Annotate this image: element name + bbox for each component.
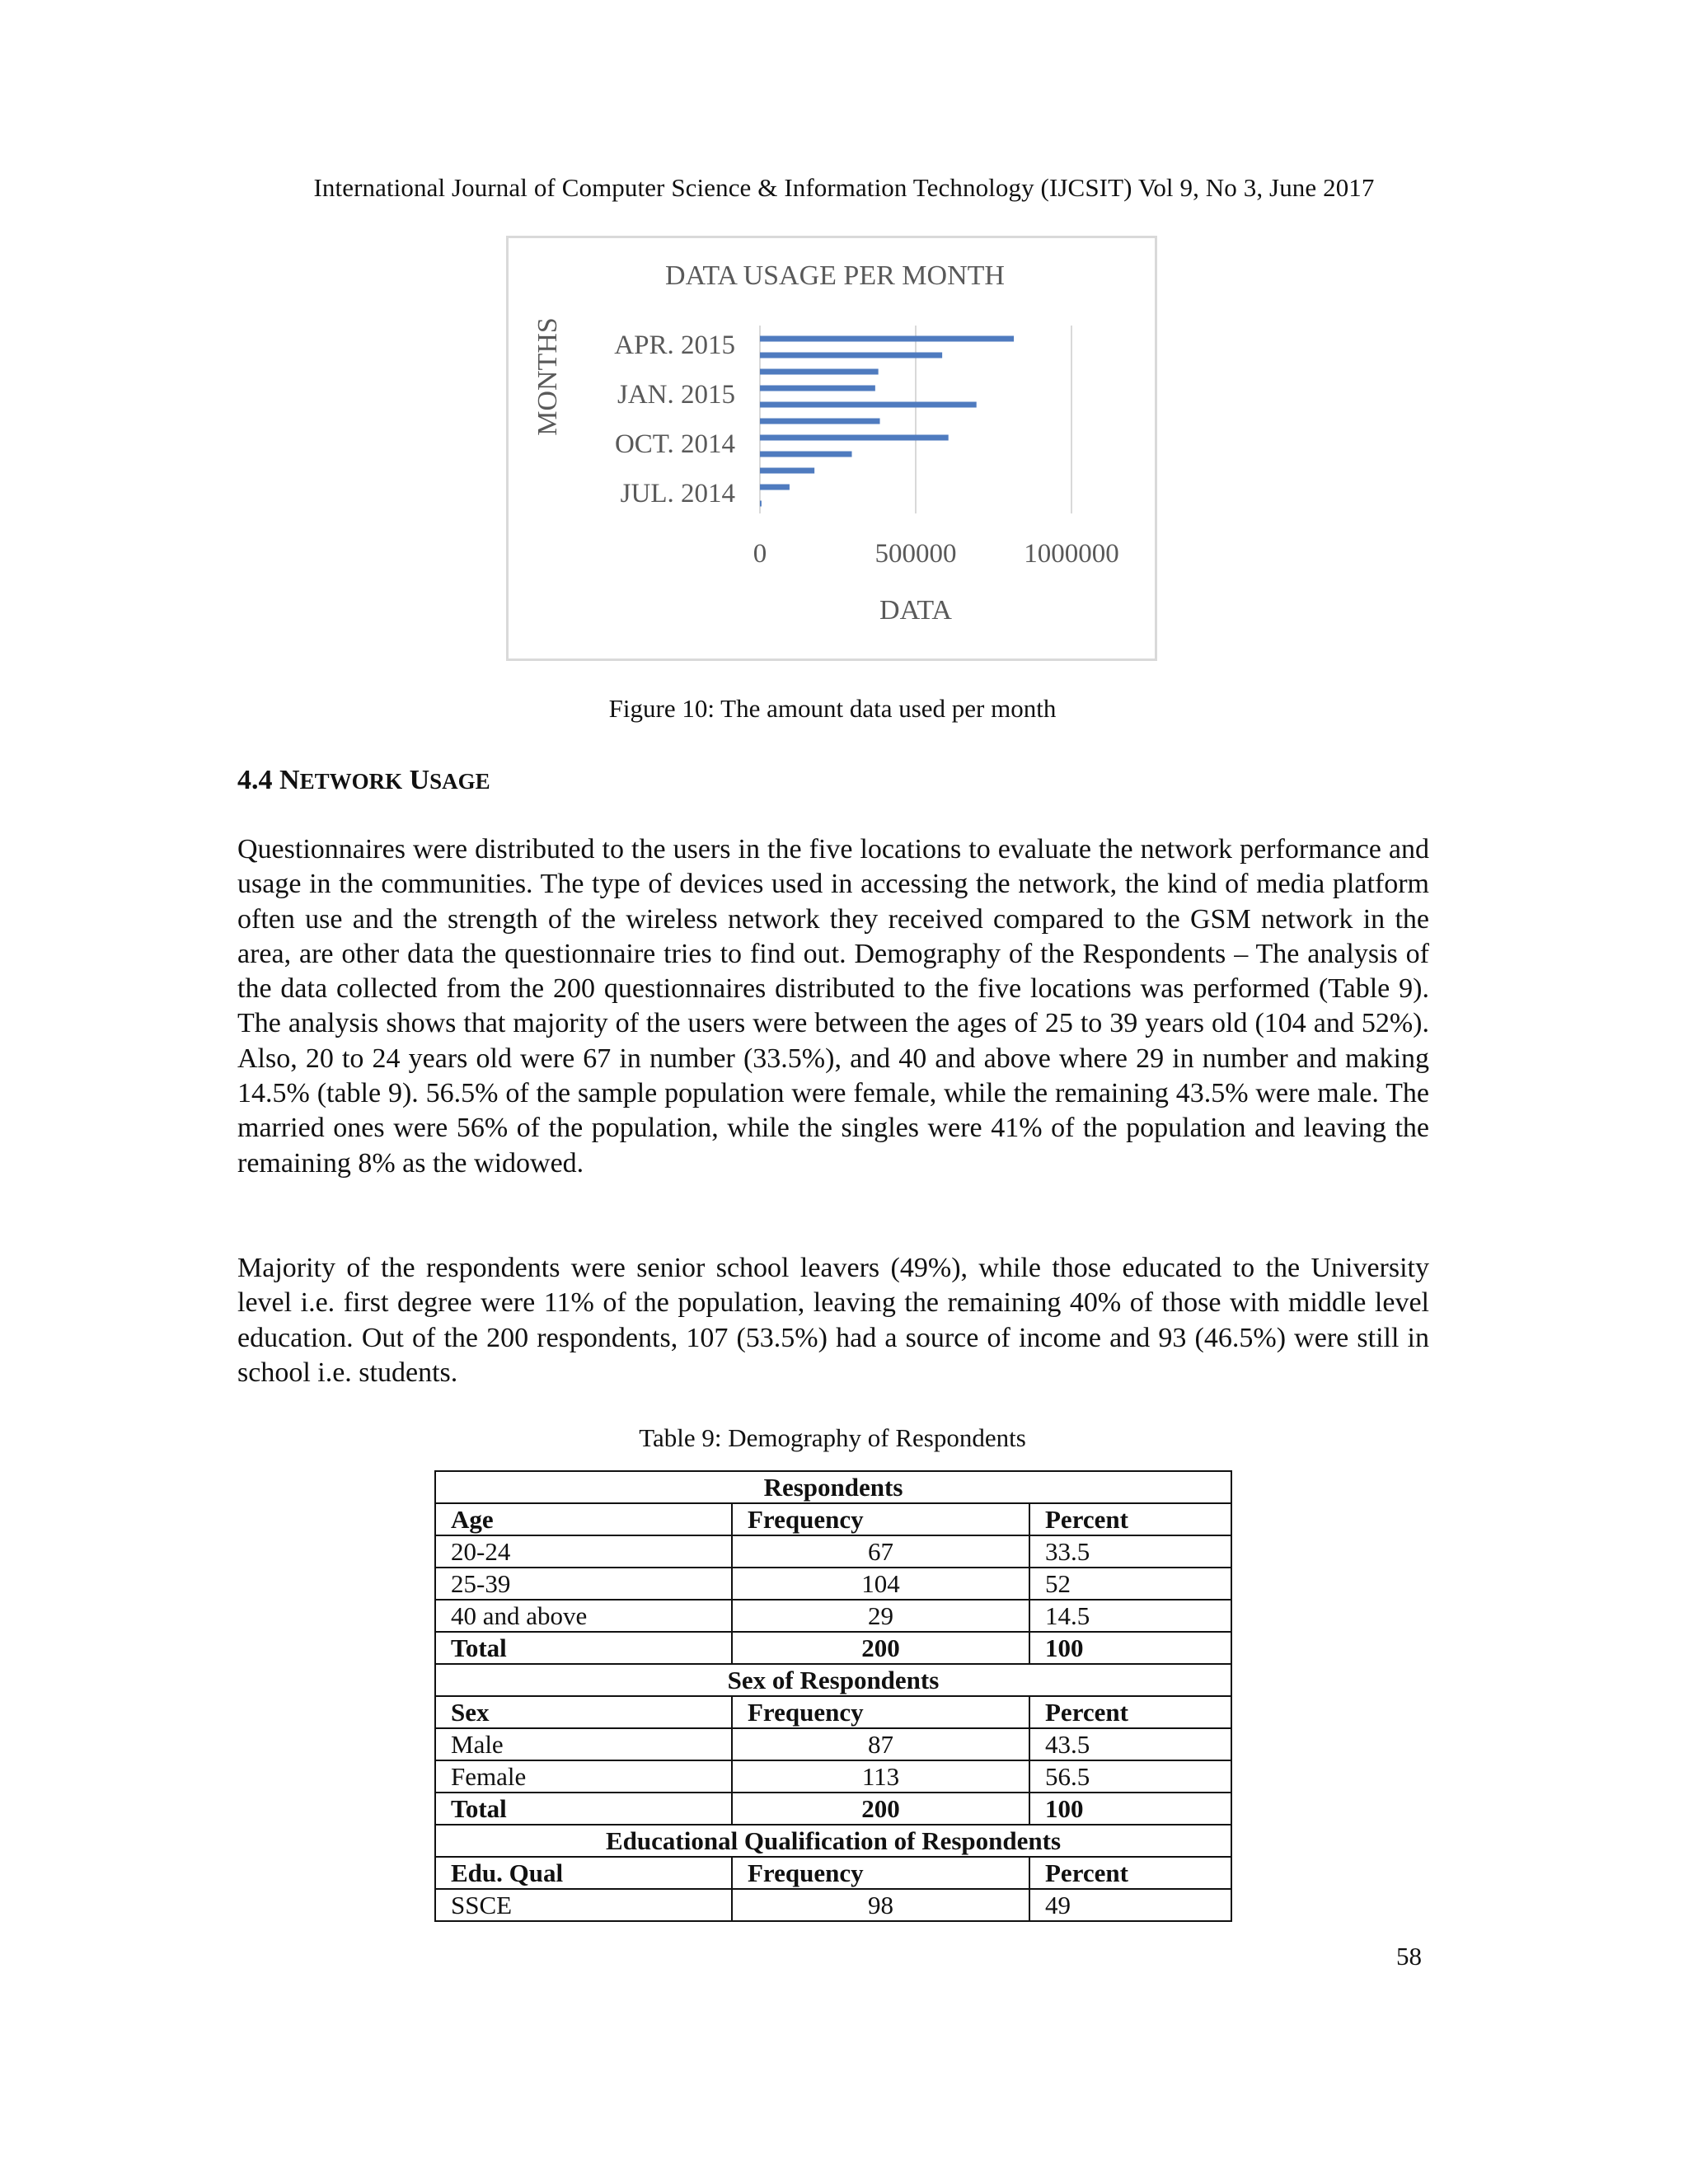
demography-table — [434, 1470, 1232, 1922]
page-number: 58 — [1396, 1942, 1422, 1971]
cell-percent: 100 — [1029, 1793, 1231, 1825]
data-usage-bar-chart — [509, 238, 1155, 658]
table-row — [435, 1760, 1231, 1793]
header-age: Age — [435, 1503, 732, 1535]
table-total-row — [435, 1793, 1231, 1825]
cell-percent: 33.5 — [1029, 1535, 1231, 1568]
chart-y-axis-label: MONTHS — [532, 317, 563, 436]
bar — [760, 402, 977, 408]
table-header-row — [435, 1857, 1231, 1889]
section-title-sex: Sex of Respondents — [435, 1664, 1231, 1696]
running-header: International Journal of Computer Science & Information Technology (IJCSIT) Vol 9, No 3, June 2017 — [313, 173, 1375, 202]
bar — [760, 369, 879, 375]
section-title-education: Educational Qualification of Respondents — [435, 1825, 1231, 1857]
y-tick-label: JUL. 2014 — [620, 479, 735, 509]
header-frequency: Frequency — [732, 1503, 1029, 1535]
table-section-row — [435, 1471, 1231, 1503]
table-row — [435, 1889, 1231, 1921]
bar — [760, 485, 790, 490]
bar — [760, 419, 880, 424]
cell-label: SSCE — [435, 1889, 732, 1921]
header-percent: Percent — [1029, 1857, 1231, 1889]
cell-percent: 52 — [1029, 1568, 1231, 1600]
section-number: 4.4 — [237, 765, 273, 795]
table-row — [435, 1728, 1231, 1760]
cell-label: 20-24 — [435, 1535, 732, 1568]
cell-frequency: 200 — [732, 1632, 1029, 1664]
x-tick-label: 0 — [753, 539, 767, 569]
cell-percent: 49 — [1029, 1889, 1231, 1921]
bar — [760, 468, 814, 474]
cell-label: Total — [435, 1793, 732, 1825]
cell-label: Total — [435, 1632, 732, 1664]
table-header-row — [435, 1503, 1231, 1535]
section-heading — [237, 765, 490, 796]
y-tick-label: APR. 2015 — [614, 330, 735, 360]
cell-label: Female — [435, 1760, 732, 1793]
cell-label: Male — [435, 1728, 732, 1760]
body-paragraph-1: Questionnaires were distributed to the users in the five locations to evaluate the network performance and usage in the communities. The type of devices used in accessing the network, the kind of media platform often use and the strength of the wireless network they received compared to the GSM network in the area, are other data the questionnaire tries to find out. Demography of the Respondents – The analysis of the data collected from the 200 questionnaires distributed to the five locations was performed (Table 9). The analysis shows that majority of the users were between the ages of 25 to 39 years old (104 and 52%). Also, 20 to 24 years old were 67 in number (33.5%), and 40 and above where 29 in number and making 14.5% (table 9). 56.5% of the sample population were female, while the remaining 43.5% were male. The married ones were 56% of the population, while the singles were 41% of the population and leaving the remaining 8% as the widowed. — [237, 834, 1429, 1179]
bar — [760, 435, 949, 441]
cell-frequency: 113 — [732, 1760, 1029, 1793]
header-percent: Percent — [1029, 1696, 1231, 1728]
bar — [760, 353, 942, 359]
y-tick-label: JAN. 2015 — [617, 380, 735, 410]
table-row — [435, 1568, 1231, 1600]
bar — [760, 501, 762, 507]
chart-title: DATA USAGE PER MONTH — [665, 260, 1005, 291]
bar — [760, 386, 875, 391]
section-title-sage: SAGE — [429, 769, 490, 794]
figure-caption: Figure 10: The amount data used per month — [608, 694, 1057, 723]
table-section-row — [435, 1825, 1231, 1857]
table-caption: Table 9: Demography of Respondents — [639, 1423, 1026, 1452]
section-title-etwork: ETWORK — [299, 769, 403, 794]
cell-label: 40 and above — [435, 1600, 732, 1632]
section-title-u: U — [409, 765, 430, 795]
bar — [760, 336, 1014, 342]
cell-frequency: 87 — [732, 1728, 1029, 1760]
header-frequency: Frequency — [732, 1857, 1029, 1889]
cell-percent: 43.5 — [1029, 1728, 1231, 1760]
figure-10-chart — [506, 236, 1157, 661]
table-total-row — [435, 1632, 1231, 1664]
cell-label: 25-39 — [435, 1568, 732, 1600]
header-percent: Percent — [1029, 1503, 1231, 1535]
section-title-n: N — [279, 765, 300, 795]
table-header-row — [435, 1696, 1231, 1728]
table-row — [435, 1535, 1231, 1568]
body-paragraph-2: Majority of the respondents were senior school leavers (49%), while those educated to the University level i.e. first degree were 11% of the population, leaving the remaining 40% of those with middle level education. Out of the 200 respondents, 107 (53.5%) had a source of income and 93 (46.5%) were still in school i.e. students. — [237, 1253, 1429, 1388]
header-edu-qual: Edu. Qual — [435, 1857, 732, 1889]
cell-frequency: 29 — [732, 1600, 1029, 1632]
header-frequency: Frequency — [732, 1696, 1029, 1728]
y-tick-label: OCT. 2014 — [614, 429, 735, 459]
cell-percent: 100 — [1029, 1632, 1231, 1664]
cell-frequency: 98 — [732, 1889, 1029, 1921]
cell-percent: 14.5 — [1029, 1600, 1231, 1632]
header-sex: Sex — [435, 1696, 732, 1728]
section-title-respondents: Respondents — [435, 1471, 1231, 1503]
table-row — [435, 1600, 1231, 1632]
cell-percent: 56.5 — [1029, 1760, 1231, 1793]
table-section-row — [435, 1664, 1231, 1696]
cell-frequency: 104 — [732, 1568, 1029, 1600]
x-tick-label: 1000000 — [1024, 539, 1119, 569]
x-tick-label: 500000 — [874, 539, 957, 569]
bar — [760, 452, 852, 457]
chart-x-axis-label: DATA — [879, 595, 952, 626]
cell-frequency: 67 — [732, 1535, 1029, 1568]
cell-frequency: 200 — [732, 1793, 1029, 1825]
